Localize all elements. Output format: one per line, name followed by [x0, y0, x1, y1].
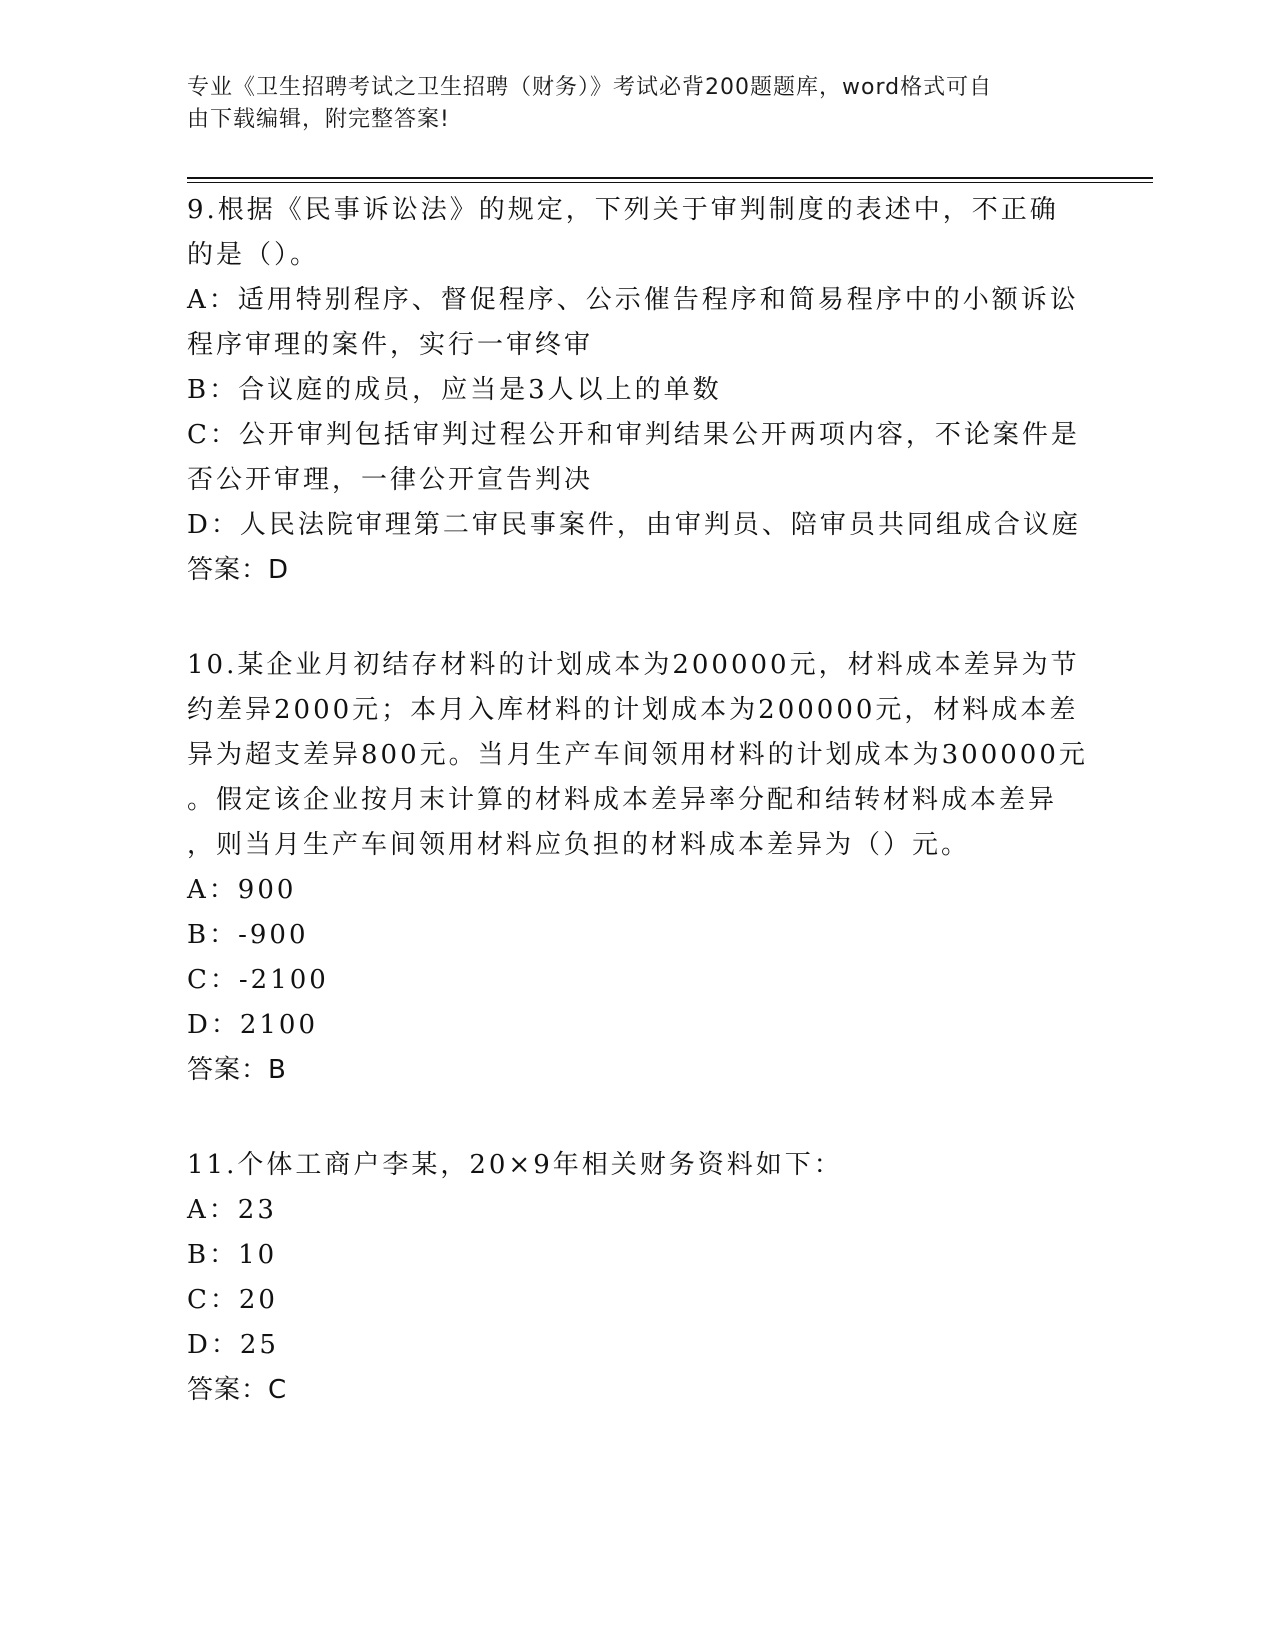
- option-a: [187, 868, 1067, 913]
- header-line: 专业《卫生招聘考试之卫生招聘（财务）》考试必背200题题库，word格式可自: [187, 75, 993, 100]
- option-line: D：25: [187, 1330, 279, 1360]
- option-line: B：合议庭的成员，应当是3人以上的单数: [187, 375, 722, 405]
- answer-label: 答案：B: [187, 1055, 287, 1085]
- option-line: D：2100: [187, 1010, 319, 1040]
- question-stem: [187, 188, 1067, 278]
- option-line: A：23: [187, 1195, 277, 1225]
- document-header: [187, 72, 1067, 136]
- question-11: [187, 1143, 1067, 1413]
- header-line: 由下载编辑，附完整答案!: [187, 107, 450, 132]
- option-line: 程序审理的案件，实行一审终审: [187, 330, 594, 360]
- stem-line: 的是（）。: [187, 240, 320, 270]
- answer-label: 答案：C: [187, 1375, 288, 1405]
- question-stem: [187, 1143, 1067, 1188]
- option-line: 否公开审理，一律公开宣告判决: [187, 465, 594, 495]
- question-10: [187, 643, 1088, 1093]
- option-a: [187, 278, 1079, 368]
- stem-line: 10.某企业月初结存材料的计划成本为200000元，材料成本差异为节: [187, 650, 1080, 680]
- option-c: [187, 413, 1080, 503]
- option-d: [187, 1003, 1067, 1048]
- option-a: [187, 1188, 1067, 1233]
- option-c: [187, 958, 1067, 1003]
- stem-line: 11.个体工商户李某，20×9年相关财务资料如下：: [187, 1150, 843, 1180]
- option-line: A：适用特别程序、督促程序、公示催告程序和简易程序中的小额诉讼: [187, 285, 1079, 315]
- option-b: [187, 368, 1067, 413]
- header-divider-thin: [187, 182, 1153, 183]
- stem-line: 9.根据《民事诉讼法》的规定，下列关于审判制度的表述中，不正确: [187, 195, 1059, 225]
- option-line: B：-900: [187, 920, 309, 950]
- option-line: C：20: [187, 1285, 278, 1315]
- question-9: [187, 188, 1081, 593]
- option-d: [187, 1323, 1067, 1368]
- option-line: C：公开审判包括审判过程公开和审判结果公开两项内容，不论案件是: [187, 420, 1080, 450]
- stem-line: 约差异2000元；本月入库材料的计划成本为200000元，材料成本差: [187, 695, 1079, 725]
- question-stem: [187, 643, 1088, 868]
- option-line: A：900: [187, 875, 297, 905]
- stem-line: 。假定该企业按月末计算的材料成本差异率分配和结转材料成本差异: [187, 785, 1058, 815]
- answer-label: 答案：D: [187, 555, 290, 585]
- option-b: [187, 1233, 1067, 1278]
- stem-line: 异为超支差异800元。当月生产车间领用材料的计划成本为300000元: [187, 740, 1088, 770]
- option-c: [187, 1278, 1067, 1323]
- option-line: D：人民法院审理第二审民事案件，由审判员、陪审员共同组成合议庭: [187, 510, 1081, 540]
- option-b: [187, 913, 1067, 958]
- header-divider-thick: [187, 177, 1153, 179]
- option-line: C：-2100: [187, 965, 329, 995]
- option-line: B：10: [187, 1240, 278, 1270]
- option-d: [187, 503, 1081, 548]
- stem-line: ，则当月生产车间领用材料应负担的材料成本差异为（）元。: [187, 830, 971, 860]
